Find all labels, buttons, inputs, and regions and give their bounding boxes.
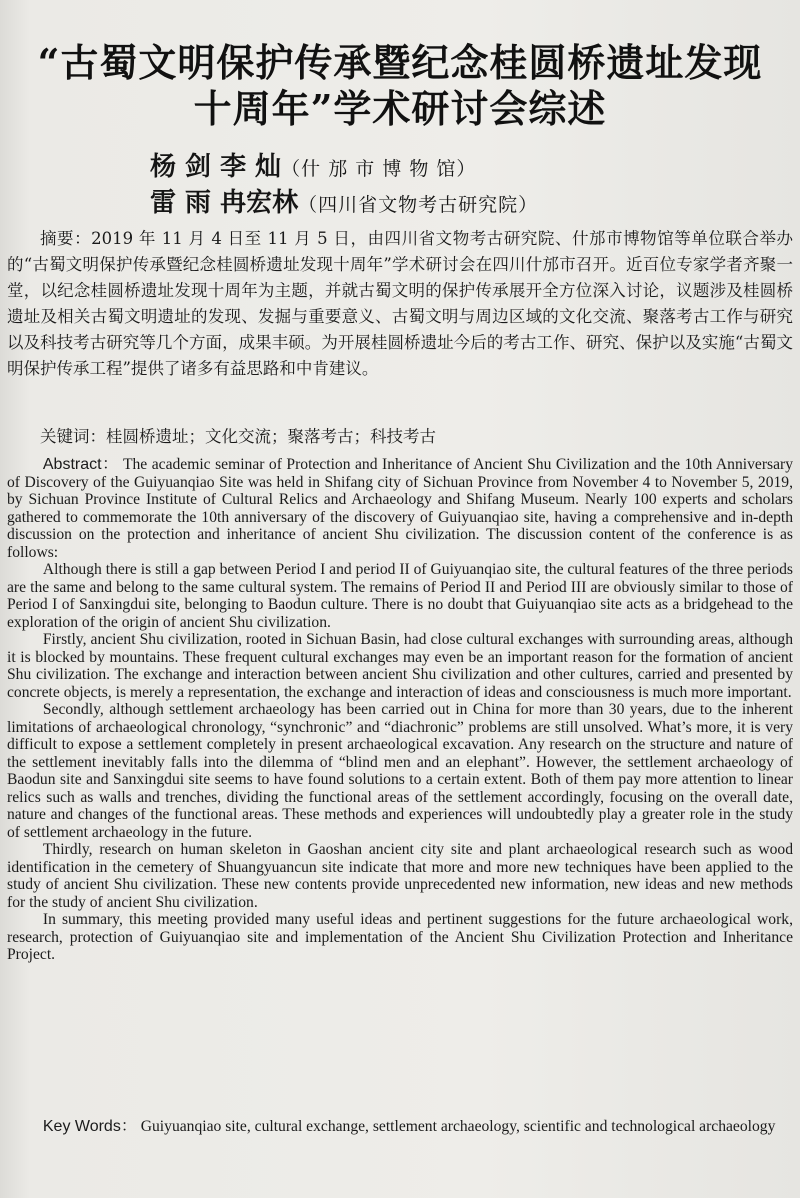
author-affiliation: （什 邡 市 博 物 馆）	[281, 158, 477, 180]
chinese-abstract	[7, 226, 793, 382]
abstract-paragraph: In summary, this meeting provided many useful ideas and pertinent suggestions for the future archaeological work, research, protection of Guiyuanqiao site and implementation of the Ancient Shu Civilization Protection and Inheritance Project.	[7, 911, 793, 963]
english-abstract	[7, 456, 793, 964]
author-row	[150, 186, 710, 222]
author-names: 雷 雨 冉宏林	[150, 188, 299, 218]
chinese-abstract-text: 2019 年 11 月 4 日至 11 月 5 日，由四川省文物考古研究院、什邡市博物馆等单位联合举办的“古蜀文明保护传承暨纪念桂圆桥遗址发现十周年”学术研讨会在四川什邡市召开。近百位专家学者齐聚一堂，以纪念桂圆桥遗址发现十周年为主题，并就古蜀文明的保护传承展开全方位深入讨论，议题涉及桂圆桥遗址及相关古蜀文明遗址的发现、发掘与重要意义、古蜀文明与周边区域的文化交流、聚落考古工作与研究以及科技考古研究等几个方面，成果丰硕。为开展桂圆桥遗址今后的考古工作、研究、保护以及实施“古蜀文明保护传承工程”提供了诸多有益思路和中肯建议。	[7, 229, 794, 378]
paragraph-text: The academic seminar of Protection and Inheritance of Ancient Shu Civilization and the 10th Anniversary of Discovery of the Guiyuanqiao Site was held in Shifang city of Sichuan Province from November 4 to November 5, 2019, by Sichuan Province Institute of Cultural Relics and Archaeology and Shifang Museum. Nearly 100 experts and scholars gathered to commemorate the 10th anniversary of the discovery of Guiyuanqiao site, having a comprehensive and in-depth discussion on the protection and inheritance of ancient Shu civilization. The discussion content of the conference is as follows:	[7, 456, 793, 561]
abstract-paragraph: Thirdly, research on human skeleton in Gaoshan ancient city site and plant archaeological research such as wood identification in the cemetery of Shuangyuancun site indicate that more and more new techniques have been applied to the study of ancient Shu civilization. These new contents provide unprecedented new information, new ideas and new methods for the study of ancient Shu civilization.	[7, 841, 793, 911]
abstract-paragraph	[7, 456, 793, 561]
english-keywords	[7, 1118, 793, 1136]
chinese-keywords-text: 桂圆桥遗址；文化交流；聚落考古；科技考古	[106, 427, 436, 446]
author-affiliation: （四川省文物考古研究院）	[298, 194, 539, 216]
chinese-keywords-label: 关键词：	[40, 427, 106, 446]
article-title	[0, 40, 800, 132]
abstract-paragraph: Secondly, although settlement archaeology has been carried out in China for more than 30 years, due to the inherent limitations of archaeological chronology, “synchronic” and “diachronic” problems are still unsolved. What’s more, it is very difficult to expose a settlement completely in present archaeological excavation. Any research on the structure and nature of the settlement inevitably falls into the dilemma of “blind men and an elephant”. However, the settlement archaeology of Baodun site and Sanxingdui site seems to have found solutions to a certain extent. Both of them pay more attention to linear relics such as walls and trenches, dividing the functional areas of the settlement accordingly, focusing on the overall date, nature and changes of the functional areas. These methods and experiences will undoubtedly play a greater role in the study of settlement archaeology in the future.	[7, 701, 793, 841]
author-names: 杨 剑 李 灿	[150, 152, 282, 182]
title-line-2: 十周年”学术研讨会综述	[193, 86, 607, 131]
chinese-keywords	[40, 424, 780, 450]
title-line-1: “古蜀文明保护传承暨纪念桂圆桥遗址发现	[37, 40, 763, 85]
abstract-paragraph: Firstly, ancient Shu civilization, rooted in Sichuan Basin, had close cultural exchanges with surrounding areas, although it is blocked by mountains. These frequent cultural exchanges may even be an important reason for the formation of ancient Shu civilization. The exchange and interaction between ancient Shu civilization and other cultures, carried and presented by concrete objects, is merely a representation, the exchange and interaction of ideas and consciousness is much more important.	[7, 631, 793, 701]
chinese-abstract-label: 摘要：	[40, 229, 92, 248]
abstract-paragraph: Although there is still a gap between Period I and period II of Guiyuanqiao site, the cultural features of the three periods are the same and belong to the same cultural system. The remains of Period II and Period III are obviously similar to those of Period I of Sanxingdui site, belonging to Baodun culture. There is no doubt that Guiyuanqiao site acts as a bridgehead to the exploration of the origin of ancient Shu civilization.	[7, 561, 793, 631]
author-row	[150, 150, 710, 186]
english-keywords-label: Key Words：	[42, 1118, 137, 1135]
english-keywords-text: Guiyuanqiao site, cultural exchange, settlement archaeology, scientific and technological archaeology	[140, 1118, 776, 1135]
author-block	[150, 150, 710, 222]
english-abstract-label: Abstract：	[42, 456, 119, 473]
